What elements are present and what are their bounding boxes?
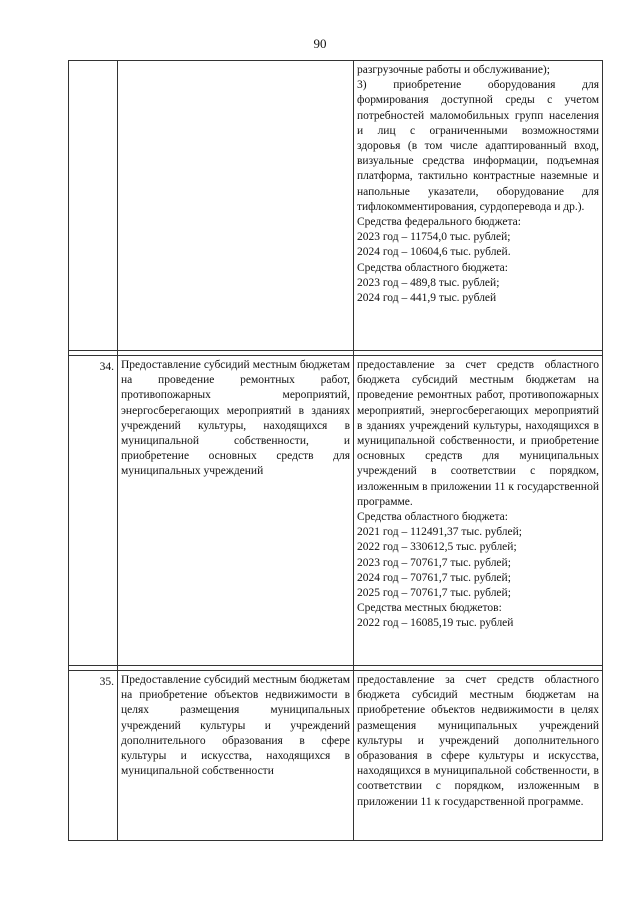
description-line: 2024 год – 10604,6 тыс. рублей. [357, 246, 511, 259]
table-row [69, 671, 603, 841]
activity-name: Предоставление субсидий местным бюджетам на проведение ремонтных работ, противопожарных мероприятий, энергосберегающих мероприятий в зданиях учреждений культуры, находящихся в муниципальной собственности, и приобретение основных средств для муниципальных учреждений [118, 356, 354, 666]
table-row [69, 356, 603, 666]
description-line: 3) приобретение оборудования для формирования доступной среды с учетом потребностей маломобильных групп населения и лиц с ограниченными возможностями здоровья (в том числе адаптированный вход, визуальные средства информации, подъемная платформа, тактильно контрастные наземные и напольные указатели, оборудование для тифлокомментирования, сурдоперевода и др.). [357, 79, 599, 213]
activity-description [354, 356, 603, 666]
description-line: 2024 год – 70761,7 тыс. рублей; [357, 571, 511, 584]
description-line: 2022 год – 16085,19 тыс. рублей [357, 617, 514, 630]
description-line: 2023 год – 11754,0 тыс. рублей; [357, 231, 511, 244]
activity-description [354, 61, 603, 351]
activity-name: Предоставление субсидий местным бюджетам на приобретение объектов недвижимости в целях размещения муниципальных учреждений культуры и учреждений дополнительного образования в сфере культуры и искусства, находящихся в муниципальной собственности [118, 671, 354, 841]
description-line: 2023 год – 70761,7 тыс. рублей; [357, 556, 511, 569]
description-line: разгрузочные работы и обслуживание); [357, 64, 550, 76]
activity-description [354, 671, 603, 841]
row-number [69, 61, 118, 351]
description-line: Средства областного бюджета: [357, 261, 508, 274]
description-line: предоставление за счет средств областного бюджета субсидий местным бюджетам на приобретение объектов недвижимости в целях размещения муниципальных учреждений культуры и учреждений дополнительного образования в сфере культуры и искусства, находящихся в муниципальной собственности, в соответствии с порядком, изложенным в приложении 11 к государственной программе. [357, 674, 599, 808]
page-number: 90 [313, 36, 327, 51]
activity-name [118, 61, 354, 351]
description-line: Средства областного бюджета: [357, 511, 508, 524]
table-row [69, 61, 603, 351]
description-line: 2025 год – 70761,7 тыс. рублей; [357, 587, 511, 600]
row-number: 34. [69, 356, 118, 666]
description-line: 2021 год – 112491,37 тыс. рублей; [357, 526, 522, 539]
description-line: предоставление за счет средств областного бюджета субсидий местным бюджетам на проведение ремонтных работ, противопожарных мероприятий, энергосберегающих мероприятий в зданиях учреждений культуры, находящихся в муниципальной собственности, и приобретение основных средств для муниципальных учреждений в соответствии с порядком, изложенным в приложении 11 к государственной программе. [357, 359, 599, 508]
row-number: 35. [69, 671, 118, 841]
program-table [68, 60, 603, 841]
description-line: 2023 год – 489,8 тыс. рублей; [357, 276, 500, 289]
description-line: Средства федерального бюджета: [357, 216, 521, 229]
description-line: 2024 год – 441,9 тыс. рублей [357, 292, 497, 305]
description-line: Средства местных бюджетов: [357, 602, 502, 615]
description-line: 2022 год – 330612,5 тыс. рублей; [357, 541, 517, 554]
